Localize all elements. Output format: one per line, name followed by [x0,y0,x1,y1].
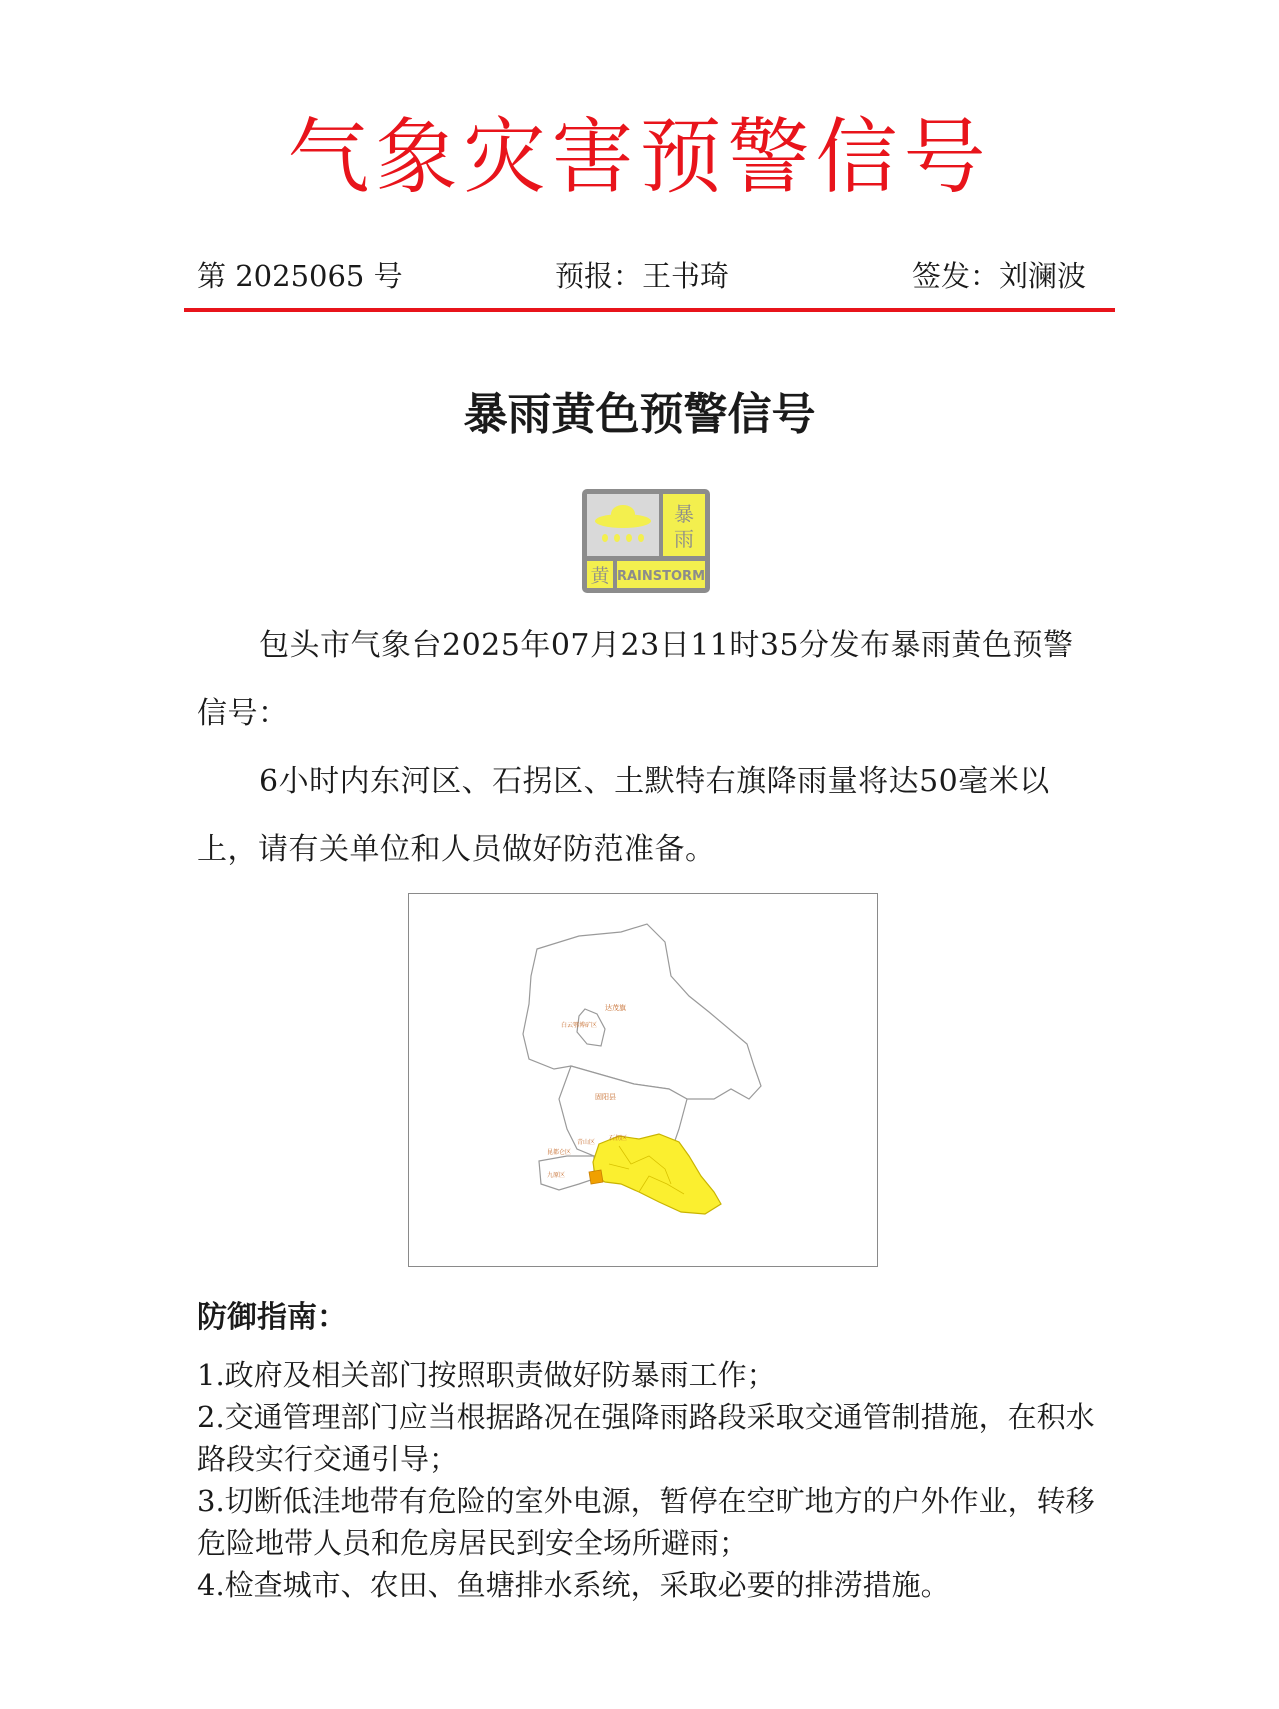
map-warning-dot [589,1170,603,1184]
warning-map [408,893,878,1267]
guide-list [197,1354,1117,1606]
forecast-paragraph: 6小时内东河区、石拐区、土默特右旗降雨量将达50毫米以上，请有关单位和人员做好防范准备。 [197,764,1050,867]
raindrop-icon [626,534,632,542]
signal-icon-char-top: 暴 [674,502,694,526]
map-label-kundulun: 昆都仑区 [547,1149,572,1156]
map-label-darhan: 达茂旗 [605,1004,626,1012]
map-region-darhan [523,924,761,1099]
rainstorm-yellow-signal-icon [581,488,711,594]
document-number: 第 2025065 号 [197,259,403,293]
signal-title: 暴雨黄色预警信号 [463,389,816,440]
raindrop-icon [602,534,608,542]
raindrop-icon [638,534,644,542]
issuance-paragraph: 包头市气象台2025年07月23日11时35分发布暴雨黄色预警信号： [197,628,1074,731]
guide-item: 4.检查城市、农田、鱼塘排水系统，采取必要的排涝措施。 [197,1568,950,1602]
guide-item: 3.切断低洼地带有危险的室外电源，暂停在空旷地方的户外作业，转移危险地带人员和危房居民到安全场所避雨； [197,1484,1095,1560]
document-title: 气象灾害预警信号 [287,110,992,205]
guide-heading: 防御指南： [197,1300,347,1335]
map-warning-area [593,1134,721,1214]
header-divider [184,308,1115,312]
guide-item: 2.交通管理部门应当根据路况在强降雨路段采取交通管制措施，在积水路段实行交通引导； [197,1400,1095,1476]
map-label-jiuyuan: 九原区 [547,1172,566,1179]
baotou-region-map [409,894,876,1265]
forecaster: 预报：王书琦 [555,259,730,293]
signal-icon-char-bottom: 雨 [674,527,694,551]
signal-icon-english: RAINSTORM [616,569,706,584]
raindrop-icon [614,534,620,542]
guide-item: 1.政府及相关部门按照职责做好防暴雨工作； [197,1358,776,1392]
map-label-qingshan: 青山区 [577,1139,596,1146]
map-label-baiyun: 白云鄂博矿区 [561,1022,598,1029]
map-label-shiguai: 石拐区 [609,1135,628,1142]
map-label-guyang: 固阳县 [595,1093,616,1101]
issuer: 签发：刘澜波 [912,259,1087,293]
signal-icon-level: 黄 [590,565,610,587]
